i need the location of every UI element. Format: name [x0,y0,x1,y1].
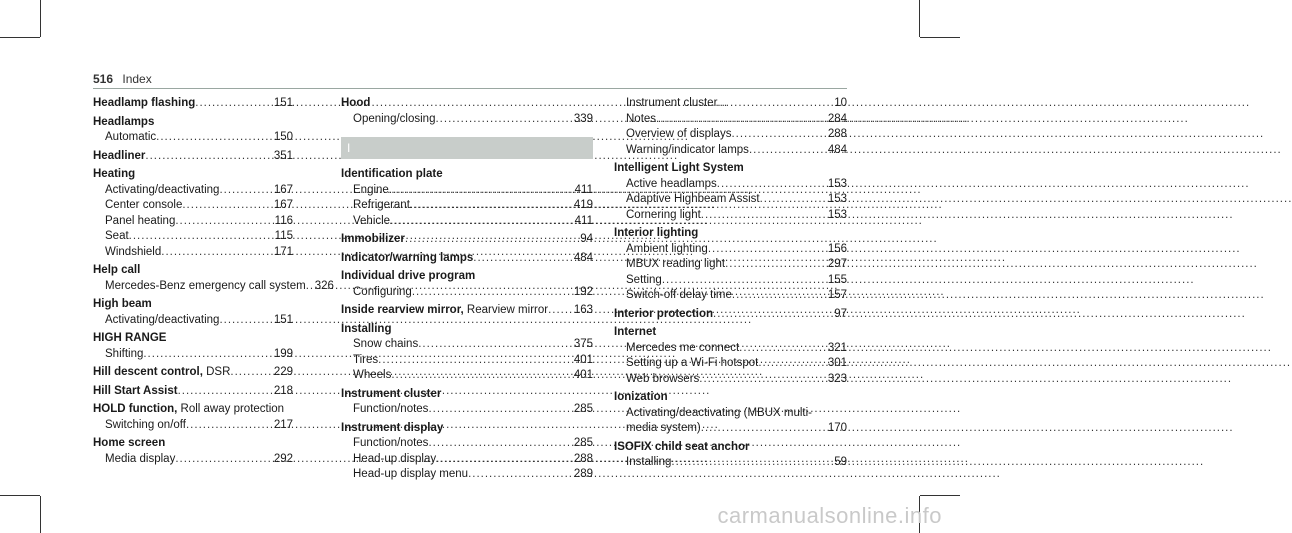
index-subentry [614,406,847,422]
dot-leader [468,467,571,483]
index-subentry [93,198,293,214]
page-ref: 150 [273,131,293,143]
subentry-text: Notes [626,112,657,125]
crop-mark [920,495,960,496]
subentry-text: Setting [626,273,662,286]
entry-title: Inside rearview mirror, [341,304,464,316]
page-ref: 199 [273,347,293,360]
dot-leader [182,198,270,214]
index-entry [341,303,593,319]
index-subentry [614,455,847,471]
watermark: carmanualsonline.info [717,503,942,528]
entry-heading [614,390,847,406]
subentry-text: Wheels [353,369,392,381]
index-subentry [341,112,593,128]
dot-leader [701,208,825,224]
subentry-text: Instrument cluster [626,97,718,109]
entry-heading [614,161,847,177]
page-ref: 351 [273,149,293,162]
index-subentry [614,96,847,112]
index-subentry [93,245,293,261]
index-entry [93,115,293,146]
crop-mark [0,495,40,496]
dot-leader [418,337,571,353]
index-subentry [341,198,593,214]
index-entry [93,297,293,328]
index-subentry [341,183,593,199]
page-ref: 401 [573,369,593,381]
subentry-text: Activating/deactivating (MBUX multi- [626,406,812,419]
subentry-text: Activating/deactivating [105,183,220,196]
index-subentry [614,143,847,159]
dot-leader [436,452,571,468]
subentry-text: Windshield [105,245,162,258]
index-entry-line [341,232,593,248]
entry-title: Identification plate [341,168,443,180]
dot-leader [145,149,270,165]
index-entry [93,149,293,165]
index-entry [341,387,593,418]
index-entry [341,421,593,483]
entry-heading [93,331,293,347]
index-entry [341,167,593,229]
page-ref: 153 [827,193,847,205]
dot-leader [713,307,831,323]
entry-heading [341,421,593,437]
index-entry [93,167,293,260]
subentry-text: MBUX reading light [626,258,726,270]
index-subentry [614,273,847,289]
index-entry-line [93,149,293,165]
index-subentry [93,452,293,468]
page-ref: 218 [273,384,293,397]
index-subentry [341,402,593,418]
page-ref: 170 [827,422,847,434]
index-entry-line [341,251,593,267]
subentry-text: Web browsers [626,372,700,385]
subentry-text: Vehicle [353,214,391,227]
page-number: 516 [93,72,114,86]
entry-heading [93,263,293,279]
index-entry-line [341,303,593,319]
index-entry [614,161,847,223]
subentry-text: Media display [105,452,176,465]
index-entry [93,402,293,433]
page-ref: 156 [827,242,847,255]
subentry-text: Shifting [105,347,144,360]
page-ref: 171 [273,245,293,258]
page-ref: 163 [573,304,593,316]
entry-heading [341,322,593,338]
entry-heading [614,325,847,341]
dot-leader [428,436,570,452]
crop-mark [919,0,920,37]
index-subentry [341,436,593,452]
dot-leader [156,130,271,146]
crop-mark [0,37,40,38]
page-ref: 323 [827,372,847,385]
index-entry [341,322,593,384]
page-ref: 339 [573,112,593,125]
dot-leader [717,177,825,193]
crop-mark [920,37,960,38]
page-ref: 484 [573,251,593,264]
index-subentry [341,337,593,353]
index-entry-line [614,307,847,323]
index-entry [93,436,293,467]
dot-leader [428,402,570,418]
dot-leader [186,418,271,434]
dot-leader [732,288,825,304]
dot-leader [758,356,825,372]
subentry-text: Setting up a Wi-Fi hotspot [626,357,759,369]
page-ref: 10 [834,97,847,109]
continued-entry [614,96,847,158]
index-column-1 [93,96,334,470]
index-subentry [614,192,847,208]
dot-leader [175,214,271,230]
subentry-text: Ambient lighting [626,242,708,255]
entry-heading [341,167,593,183]
page-ref: 326 [314,279,334,292]
dot-leader [389,183,572,199]
page-header [93,72,152,86]
subentry-text: Head-up display [353,452,437,465]
page-ref: 167 [273,199,293,211]
entry-heading [93,436,293,452]
dot-leader [473,251,571,267]
subentry-text: Configuring [353,285,412,298]
index-subentry [93,183,293,199]
dot-leader [391,368,570,384]
index-entry-line [93,96,293,112]
index-entry [93,331,293,362]
subentry-text: Overview of displays [626,128,732,140]
entry-title: HIGH RANGE [93,332,167,344]
page-ref: 97 [834,307,847,320]
page-ref: 217 [273,418,293,431]
dot-leader [749,143,825,159]
index-subentry [341,452,593,468]
page-ref: 285 [573,403,593,415]
page-ref: 285 [573,437,593,449]
dot-leader [699,372,825,388]
dot-leader [219,183,270,199]
entry-heading [93,167,293,183]
entry-title: High beam [93,298,152,310]
index-entry [341,269,593,300]
entry-heading [93,115,293,131]
dot-leader [378,353,571,369]
page-ref: 157 [827,289,847,301]
dot-leader [161,245,271,261]
entry-see-also: Rearview mirror [463,304,549,316]
entry-heading [93,297,293,313]
subentry-text: Mercedes me connect [626,341,740,354]
entry-heading [93,402,293,418]
page-ref: 301 [827,357,847,369]
index-entry [93,384,293,400]
subentry-text: Seat [105,230,129,242]
dot-leader [143,347,270,363]
subentry-text: Panel heating [105,214,176,227]
entry-heading [341,96,593,112]
page-ref: 419 [573,199,593,211]
dot-leader [725,257,825,273]
dot-leader [760,192,825,208]
index-subentry [614,112,847,128]
page-ref: 155 [827,273,847,286]
index-subentry [93,313,293,329]
index-column-3 [614,96,847,474]
entry-see-also: Roll away protection [177,403,285,415]
dot-leader [195,96,271,112]
header-rule [93,88,847,89]
index-subentry [93,347,293,363]
dot-leader [656,112,825,128]
index-subentry [93,279,334,295]
index-subentry [341,467,593,483]
section-letter: I [347,141,351,155]
page-ref: 151 [273,97,293,109]
page-ref: 59 [834,456,847,468]
subentry-text: Refrigerant [353,199,410,211]
page-ref: 167 [273,183,293,196]
index-subentry [614,356,847,372]
index-subentry [614,372,847,388]
dot-leader [405,232,577,248]
index-subentry [93,214,293,230]
index-subentry [341,285,593,301]
entry-title: Immobilizer [341,233,405,245]
index-subentry [614,177,847,193]
entry-title: Interior lighting [614,227,699,239]
dot-leader [731,127,824,143]
crop-mark [40,0,41,37]
page-ref: 484 [827,143,847,156]
index-subentry [93,418,293,434]
subentry-text: Engine [353,183,389,196]
entry-heading [614,226,847,242]
index-subentry [614,242,847,258]
subentry-text: Active headlamps [626,177,717,190]
index-subentry [614,341,847,357]
dot-leader [175,452,270,468]
page-ref: 151 [273,313,293,326]
entry-title: Headliner [93,149,146,162]
entry-title: Hill descent control, [93,366,203,378]
page-ref: 288 [827,128,847,140]
entry-title: Help call [93,264,141,276]
subentry-text: Cornering light [626,208,701,221]
page-ref: 292 [273,452,293,465]
page-ref: 375 [573,338,593,350]
index-entry [614,440,847,471]
subentry-text: Switch-off delay time [626,289,732,301]
entry-title: Instrument cluster [341,387,442,400]
index-entry [93,263,334,294]
dot-leader [435,112,570,128]
page-ref: 153 [827,177,847,190]
index-subentry [93,229,293,245]
index-entry [341,251,593,267]
entry-title: Interior protection [614,307,714,320]
index-column-2 [341,96,593,486]
index-entry-line [93,365,293,381]
page-section: Index [122,72,152,86]
page-ref: 411 [574,214,593,227]
index-subentry [341,368,593,384]
subentry-text: Center console [105,199,183,211]
entry-title: Installing [341,322,392,335]
entry-title: ISOFIX child seat anchor [614,440,750,453]
page-ref: 116 [274,214,293,227]
index-subentry [341,214,593,230]
index-subentry [614,127,847,143]
entry-title: Ionization [614,391,668,403]
section-letter-bar [341,137,593,159]
index-entry [93,96,293,112]
page-ref: 288 [573,452,593,465]
subentry-text: Opening/closing [353,112,436,125]
entry-heading [341,387,593,403]
dot-leader [219,313,270,329]
entry-title: Headlamp flashing [93,97,196,109]
page-ref: 297 [827,258,847,270]
index-subentry [614,257,847,273]
subentry-text: Activating/deactivating [105,313,220,326]
entry-title: Individual drive program [341,270,476,282]
dot-leader [178,384,271,400]
page-ref: 321 [827,341,847,354]
entry-title: Internet [614,326,657,338]
dot-leader [129,229,272,245]
dot-leader [390,214,572,230]
subentry-text: Head-up display menu [353,468,469,480]
entry-title: Home screen [93,437,166,449]
dot-leader [671,455,831,471]
page-ref: 94 [580,233,593,245]
page-ref: 115 [274,230,293,242]
entry-heading [341,269,593,285]
index-subentry [341,353,593,369]
subentry-text: Snow chains [353,338,419,350]
subentry-text: Function/notes [353,437,429,449]
entry-title: Hill Start Assist [93,384,178,397]
subentry-text: Installing [626,456,672,468]
entry-see-also: DSR [202,366,231,378]
subentry-text: Adaptive Highbeam Assist [626,193,760,205]
subentry-text: Mercedes-Benz emergency call system [105,279,306,292]
page-ref: 192 [573,285,593,298]
dot-leader [717,96,831,112]
dot-leader [412,285,571,301]
dot-leader [739,341,825,357]
index-entry [341,232,593,248]
entry-title: Indicator/warning lamps [341,251,474,264]
index-entry-line [93,384,293,400]
index-entry [93,365,293,381]
subentry-text: media system) [626,422,701,434]
entry-heading [614,440,847,456]
page-ref: 229 [273,366,293,378]
dot-leader [708,242,825,258]
dot-leader [701,421,825,437]
dot-leader [230,365,270,381]
page-ref: 411 [574,183,593,196]
dot-leader [548,303,571,319]
subentry-text: Warning/indicator lamps [626,143,749,156]
subentry-text: Automatic [105,131,157,143]
subentry-text: Tires [353,353,379,366]
index-entry [614,325,847,387]
crop-mark [40,496,41,533]
index-entry [614,307,847,323]
index-subentry [614,288,847,304]
index-entry [614,226,847,304]
dot-leader [410,198,571,214]
entry-title: Heating [93,168,136,180]
entry-title: HOLD function, [93,403,178,415]
subentry-text: Function/notes [353,403,429,415]
entry-title: Headlamps [93,115,155,128]
page-ref: 153 [827,208,847,221]
page-ref: 284 [827,112,847,125]
page-ref: 401 [573,353,593,366]
page-ref: 289 [573,468,593,480]
entry-title: Intelligent Light System [614,162,744,174]
dot-leader [662,273,825,289]
subentry-text: Switching on/off [105,418,186,431]
index-subentry [614,421,847,437]
index-subentry [93,130,293,146]
index-entry [614,390,847,437]
entry-title: Instrument display [341,421,444,434]
entry-title: Hood [341,97,371,109]
index-subentry [614,208,847,224]
index-entry [341,96,593,127]
